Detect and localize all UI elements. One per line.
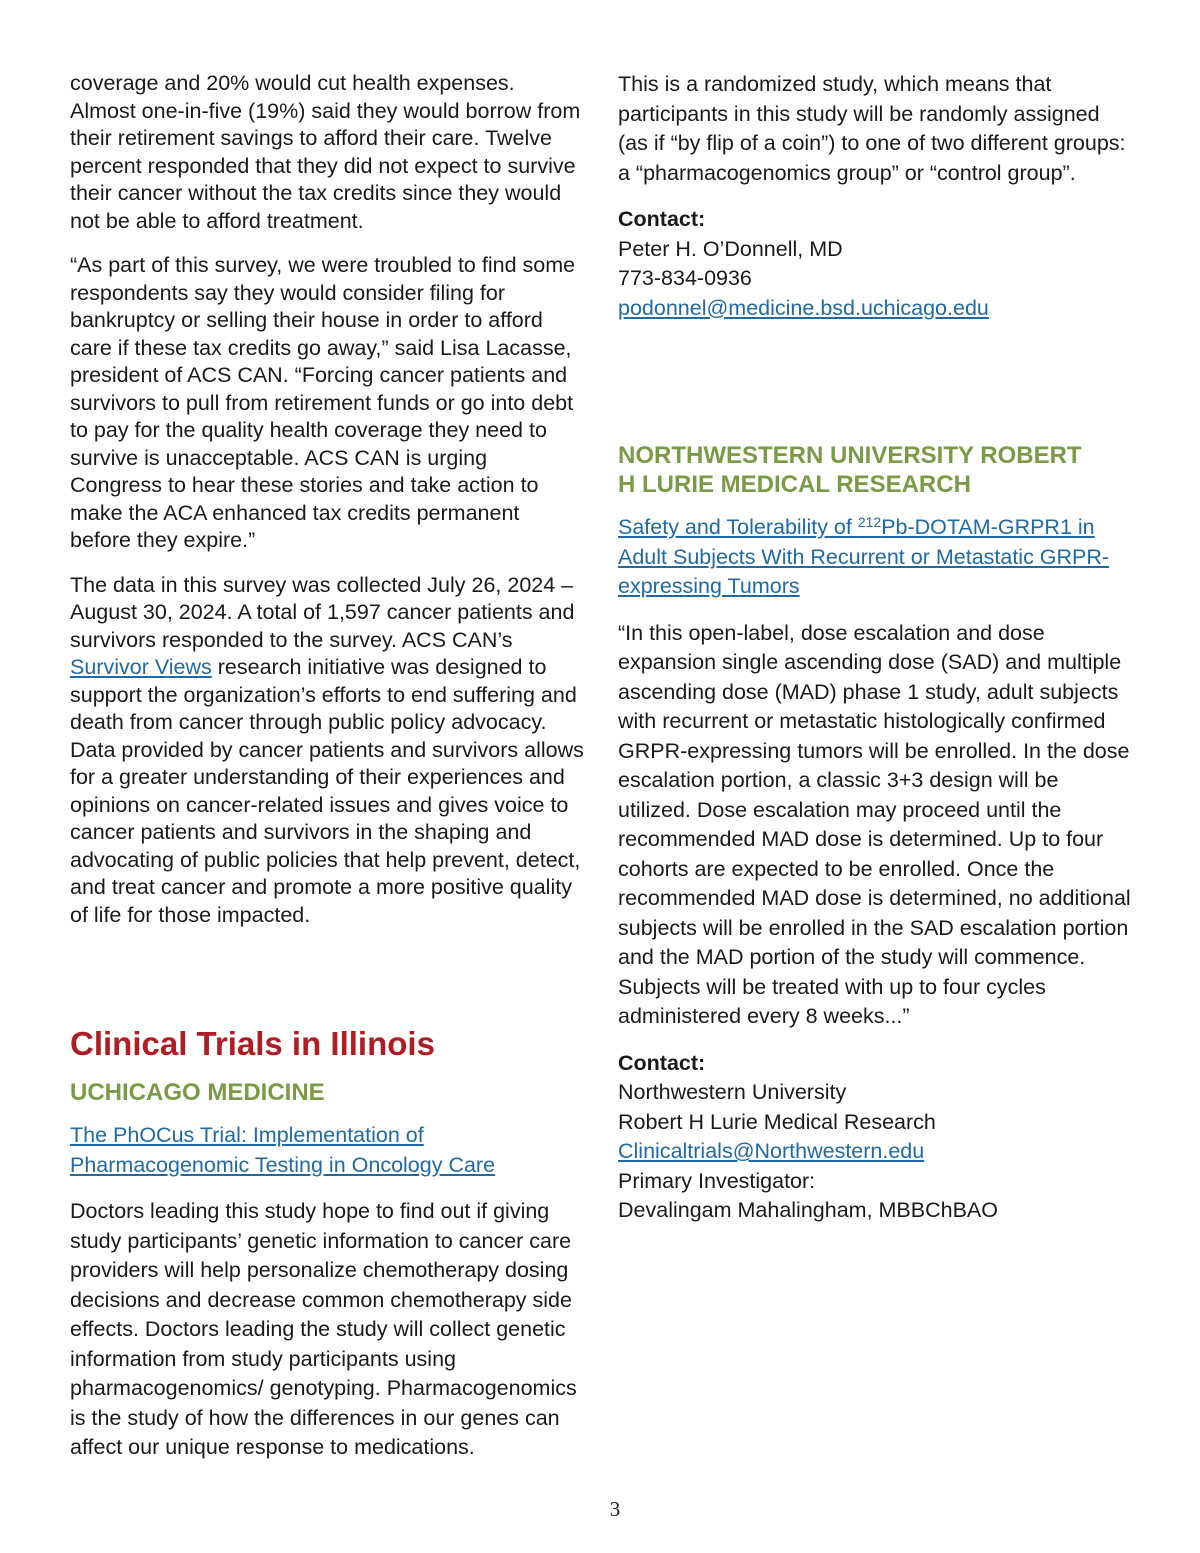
page-number: 3 [609,1497,621,1521]
trial-link-pb212-part2: Pb-DOTAM-GRPR1 in Adult Subjects With Recurrent or Metastatic GRPR-expressing Tumors [618,515,1110,598]
contact-block-uchicago [618,205,1133,323]
contact-label: Contact: [618,1050,706,1075]
survey-data-text-after: research initiative was designed to support the organization’s efforts to end suffering and death from cancer through public policy advocacy. Data provided by cancer patients and survivors allows for a greater understanding of their experiences and opinions on cancer-related issues and gives voice to cancer patients and survivors in the shaping and advocating of public policies that help prevent, detect, and treat cancer and promote a more positive quality of life for those impacted. [70,655,584,927]
contact-pi-name: Devalingam Mahalingham, MBBChBAO [618,1198,998,1222]
contact-block-northwestern [618,1049,1133,1226]
trial-link-block-pb212 [618,513,1133,602]
survey-data-paragraph [70,572,585,930]
survey-quote-paragraph: “As part of this survey, we were troubled to find some respondents say they would consider filing for bankruptcy or selling their house in order to afford care if these tax credits go away,” said Lisa Lacasse, president of ACS CAN. “Forcing cancer patients and survivors to pull from retirement funds or go into debt to pay for the quality health coverage they need to survive is unacceptable. ACS CAN is urging Congress to hear these stories and take action to make the ACA enhanced tax credits permanent before they expire.” [70,253,576,552]
contact-phone: 773-834-0936 [618,266,752,290]
trial-link-pb212-part1: Safety and Tolerability of [618,515,858,539]
contact-name: Peter H. O’Donnell, MD [618,236,843,261]
org-title-northwestern [618,441,1133,499]
survey-data-text-before: The data in this survey was collected July 26, 2024 – August 30, 2024. A total of 1,597 cancer patients and survivors responded to the survey. ACS CAN’s [70,572,575,652]
survivor-views-link[interactable]: Survivor Views [70,655,212,679]
trial-link-pb212-isotope: 212 [857,514,882,530]
survey-paragraph-1: coverage and 20% would cut health expenses. Almost one-in-five (19%) said they would borrow from their retirement savings to afford their care. Twelve percent responded that they did not expect to survive their cancer without the tax credits since they would not be able to afford treatment. [70,71,581,233]
randomized-study-paragraph: This is a randomized study, which means that participants in this study will be randomly assigned (as if “by flip of a coin”) to one of two different groups: a “pharmacogenomics group” or “control group”. [618,72,1126,185]
left-column [70,70,585,1480]
contact-org: Northwestern University [618,1080,847,1104]
section-title: Clinical Trials in Illinois [70,1025,435,1062]
trial-description-pb212: “In this open-label, dose escalation and dose expansion single ascending dose (SAD) and multiple ascending dose (MAD) phase 1 study, adult subjects with recurrent or metastatic histologically confirmed GRPR-expressing tumors will be enrolled. In the dose escalation portion, a classic 3+3 design will be utilized. Dose escalation may proceed until the recommended MAD dose is determined. Up to four cohorts are expected to be enrolled. Once the recommended MAD dose is determined, no additional subjects will be enrolled in the SAD escalation portion and the MAD portion of the study will commence. Subjects will be treated with up to four cycles administered every 8 weeks...” [618,620,1131,1028]
org-title-uchicago: UCHICAGO MEDICINE [70,1079,325,1106]
contact-label: Contact: [618,207,706,231]
trial-link-phocus-line1[interactable]: The PhOCus Trial: Implementation of [70,1123,424,1147]
org-title-line1: NORTHWESTERN UNIVERSITY ROBERT [618,442,1082,469]
trial-link-block-phocus [70,1121,585,1180]
right-column [618,70,1133,1226]
contact-dept: Robert H Lurie Medical Research [618,1109,936,1134]
trial-link-pb212[interactable] [618,515,1109,598]
contact-role: Primary Investigator: [618,1168,816,1193]
trial-link-phocus-line2[interactable]: Pharmacogenomic Testing in Oncology Care [70,1152,496,1177]
contact-email-link[interactable]: Clinicaltrials@Northwestern.edu [618,1139,925,1163]
org-title-line2: H LURIE MEDICAL RESEARCH [618,471,971,498]
contact-email-link[interactable]: podonnel@medicine.bsd.uchicago.edu [618,295,989,320]
trial-description-phocus: Doctors leading this study hope to find out if giving study participants’ genetic information to cancer care providers will help personalize chemotherapy dosing decisions and decrease common chemotherapy side effects. Doctors leading the study will collect genetic information from study participants using pharmacogenomics/ genotyping. Pharmacogenomics is the study of how the differences in our genes can affect our unique response to medications. [70,1199,577,1459]
